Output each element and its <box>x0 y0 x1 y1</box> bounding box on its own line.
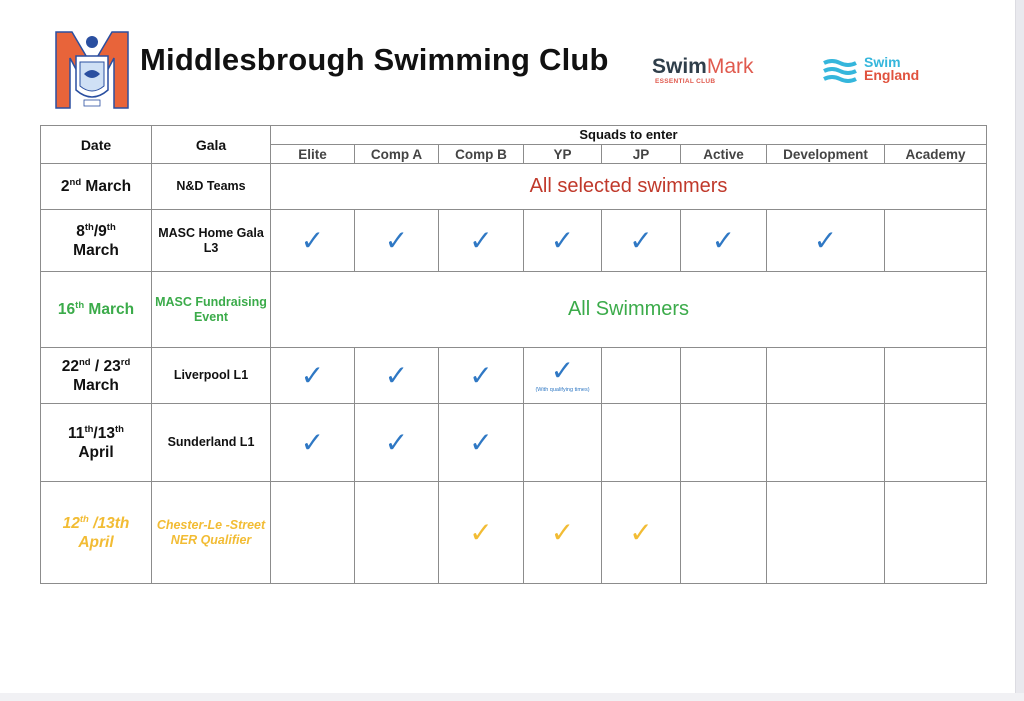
check-cell <box>681 482 767 584</box>
check-mark-icon: ✓ <box>550 516 575 548</box>
check-cell <box>885 210 987 272</box>
page-title: Middlesbrough Swimming Club <box>140 42 609 77</box>
table-row <box>41 404 987 482</box>
swim-england-line2: England <box>864 67 920 83</box>
check-cell <box>885 348 987 404</box>
gala-cell: N&D Teams <box>152 164 271 210</box>
check-cell <box>439 404 524 482</box>
date-cell: 22nd / 23rd March <box>41 348 152 404</box>
check-cell <box>355 404 439 482</box>
check-mark-icon: ✓ <box>550 355 575 386</box>
check-cell <box>681 348 767 404</box>
swim-england-line1: Swim <box>864 54 901 70</box>
check-cell <box>767 210 885 272</box>
check-cell <box>885 404 987 482</box>
squad-header-yp: YP <box>524 145 602 164</box>
table-row <box>41 272 987 348</box>
gala-table <box>40 125 987 584</box>
check-mark-icon: ✓ <box>300 359 325 391</box>
check-cell <box>767 482 885 584</box>
check-mark-icon: ✓ <box>711 224 736 256</box>
check-cell <box>355 348 439 404</box>
check-mark-icon: ✓ <box>550 224 575 256</box>
date-cell: 8th/9th March <box>41 210 152 272</box>
check-mark-icon: ✓ <box>469 359 493 391</box>
squad-header-jp: JP <box>602 145 681 164</box>
squad-header-development: Development <box>767 145 885 164</box>
date-cell: 11th/13th April <box>41 404 152 482</box>
table-row <box>41 348 987 404</box>
check-cell <box>681 404 767 482</box>
page-bottom <box>0 693 1024 701</box>
gala-cell: Chester-Le -Street NER Qualifier <box>152 482 271 584</box>
table-row <box>41 164 987 210</box>
gala-cell: MASC Fundraising Event <box>152 272 271 348</box>
check-mark-icon: ✓ <box>629 224 653 256</box>
check-cell <box>355 482 439 584</box>
squad-header-comp-a: Comp A <box>355 145 439 164</box>
check-cell <box>602 348 681 404</box>
check-mark-icon: ✓ <box>813 224 838 256</box>
check-cell <box>767 404 885 482</box>
check-cell <box>602 404 681 482</box>
check-cell <box>885 482 987 584</box>
check-mark-icon: ✓ <box>300 426 325 458</box>
swim-england-logo <box>822 56 932 88</box>
gala-cell: Liverpool L1 <box>152 348 271 404</box>
check-mark-icon: ✓ <box>469 224 493 256</box>
swimmark-tagline: ESSENTIAL CLUB <box>655 78 716 85</box>
check-mark-icon: ✓ <box>384 426 409 458</box>
date-cell: 16th March <box>41 272 152 348</box>
waves-icon <box>822 58 858 84</box>
check-cell <box>271 404 355 482</box>
swimmark-part2: Mark <box>706 55 754 78</box>
squad-header-comp-b: Comp B <box>439 145 524 164</box>
table-row <box>41 482 987 584</box>
check-mark-icon: ✓ <box>300 224 325 256</box>
check-cell <box>271 348 355 404</box>
gala-cell: Sunderland L1 <box>152 404 271 482</box>
check-cell <box>524 404 602 482</box>
check-cell <box>439 210 524 272</box>
check-cell <box>524 348 602 404</box>
gala-column-header: Gala <box>152 126 271 164</box>
check-cell <box>439 482 524 584</box>
swimmark-part1: Swim <box>652 55 707 78</box>
date-cell: 2nd March <box>41 164 152 210</box>
check-cell <box>681 210 767 272</box>
check-cell <box>439 348 524 404</box>
date-cell: 12th /13th April <box>41 482 152 584</box>
check-mark-icon: ✓ <box>469 516 493 548</box>
squad-header-academy: Academy <box>885 145 987 164</box>
check-cell <box>602 482 681 584</box>
check-mark-icon: ✓ <box>384 224 409 256</box>
check-cell <box>524 482 602 584</box>
all-swimmers-cell: All Swimmers <box>271 272 987 348</box>
swimmark-logo <box>652 56 772 90</box>
check-cell <box>602 210 681 272</box>
date-column-header: Date <box>41 126 152 164</box>
all-selected-swimmers-cell: All selected swimmers <box>271 164 987 210</box>
check-mark-icon: ✓ <box>629 516 653 548</box>
qualifying-times-note: (With qualifying times) <box>535 387 590 393</box>
squad-header-active: Active <box>681 145 767 164</box>
check-mark-icon: ✓ <box>384 359 409 391</box>
page-edge <box>1015 0 1024 701</box>
check-cell <box>524 210 602 272</box>
squad-header-elite: Elite <box>271 145 355 164</box>
club-crest-logo <box>54 28 130 110</box>
check-cell <box>271 482 355 584</box>
check-mark-icon: ✓ <box>469 426 493 458</box>
check-cell <box>355 210 439 272</box>
squads-header: Squads to enter <box>271 126 987 145</box>
check-cell <box>767 348 885 404</box>
gala-cell: MASC Home Gala L3 <box>152 210 271 272</box>
check-cell <box>271 210 355 272</box>
table-row <box>41 210 987 272</box>
